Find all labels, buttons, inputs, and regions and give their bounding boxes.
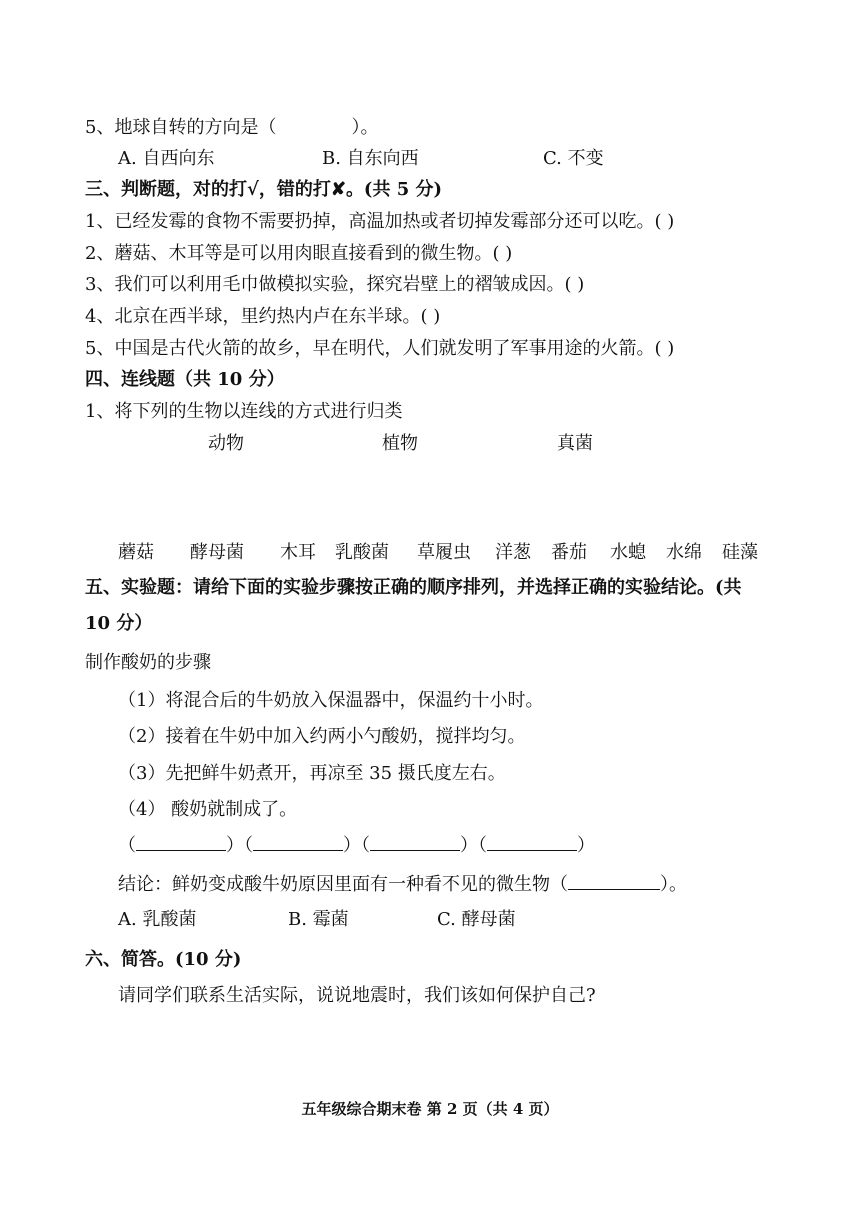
judgement-item-1: 1、已经发霉的食物不需要扔掉，高温加热或者切掉发霉部分还可以吃。( ) <box>85 211 675 232</box>
matching-question: 1、将下列的生物以连线的方式进行归类 <box>85 401 403 422</box>
section-3-heading <box>85 178 442 202</box>
section-4-heading: 四、连线题（共 10 分） <box>85 369 285 390</box>
conclusion-text: 结论：鲜奶变成酸牛奶原因里面有一种看不见的微生物（ <box>118 874 568 895</box>
paren-open: （ <box>244 835 253 856</box>
order-blank-2[interactable] <box>253 832 343 851</box>
category-fungi[interactable]: 真菌 <box>557 433 593 454</box>
question-5 <box>85 115 378 140</box>
judgement-item-4: 4、北京在西半球，里约热内卢在东半球。( ) <box>85 306 441 327</box>
judgement-item-2: 2、蘑菇、木耳等是可以用肉眼直接看到的微生物。( ) <box>85 243 513 264</box>
experiment-step-2: （2）接着在牛奶中加入约两小勺酸奶，搅拌均匀。 <box>118 726 526 747</box>
experiment-subtitle: 制作酸奶的步骤 <box>85 652 211 673</box>
organism-item[interactable]: 番茄 <box>551 542 587 563</box>
organism-item[interactable]: 水螅 <box>610 542 646 563</box>
experiment-step-4: （4） 酸奶就制成了。 <box>118 799 298 820</box>
option-a: A. 自西向东 <box>118 148 215 169</box>
check-icon: √ <box>247 179 259 200</box>
option-a: A. 乳酸菌 <box>118 909 197 930</box>
organism-item[interactable]: 草履虫 <box>417 542 471 563</box>
organism-item[interactable]: 洋葱 <box>495 542 531 563</box>
organism-item[interactable]: 酵母菌 <box>190 542 244 563</box>
category-plant[interactable]: 植物 <box>382 433 418 454</box>
option-c: C. 酵母菌 <box>437 909 516 930</box>
answer-blank[interactable] <box>276 115 351 133</box>
section-3-heading-text: 三、判断题，对的打 <box>85 179 247 200</box>
experiment-step-3: （3）先把鲜牛奶煮开，再凉至 35 摄氏度左右。 <box>118 763 506 784</box>
paren-open: （ <box>361 835 370 856</box>
section-5-heading-line-1: 五、实验题：请给下面的实验步骤按正确的顺序排列，并选择正确的实验结论。(共 <box>85 577 742 598</box>
organism-item[interactable]: 木耳 <box>280 542 316 563</box>
paren-open: （ <box>118 835 136 856</box>
option-b: B. 霉菌 <box>288 909 349 930</box>
section-3-heading-text-3: 。(共 5 分) <box>345 179 443 200</box>
order-blank-3[interactable] <box>370 832 460 851</box>
conclusion-blank[interactable] <box>568 871 660 890</box>
order-answer-row <box>118 832 595 858</box>
paren-close: ） <box>226 835 244 856</box>
judgement-item-5: 5、中国是古代火箭的故乡，早在明代，人们就发明了军事用途的火箭。( ) <box>85 338 675 359</box>
option-c: C. 不变 <box>543 148 604 169</box>
order-blank-1[interactable] <box>136 832 226 851</box>
cross-icon: ✘ <box>330 179 346 200</box>
judgement-item-3: 3、我们可以利用毛巾做模拟实验，探究岩壁上的褶皱成因。( ) <box>85 274 585 295</box>
short-answer-question: 请同学们联系生活实际，说说地震时，我们该如何保护自己? <box>118 985 596 1006</box>
paren-open: （ <box>478 835 487 856</box>
organism-item[interactable]: 水绵 <box>666 542 702 563</box>
paren-close: ） <box>343 835 361 856</box>
question-5-stem-start: 5、地球自转的方向是（ <box>85 117 277 138</box>
organism-item[interactable]: 硅藻 <box>722 542 758 563</box>
order-blank-4[interactable] <box>487 832 577 851</box>
experiment-step-1: （1）将混合后的牛奶放入保温器中，保温约十小时。 <box>118 690 544 711</box>
organism-item[interactable]: 蘑菇 <box>118 542 154 563</box>
conclusion-text-end: ）。 <box>660 874 687 895</box>
question-5-stem-end: ）。 <box>351 117 379 138</box>
paren-close: ） <box>577 835 595 856</box>
option-b: B. 自东向西 <box>322 148 419 169</box>
category-animal[interactable]: 动物 <box>208 433 244 454</box>
conclusion-row <box>118 871 687 897</box>
page-footer: 五年级综合期末卷 第 2 页（共 4 页） <box>301 1100 559 1118</box>
section-5-heading-line-2: 10 分） <box>85 613 153 634</box>
organism-item[interactable]: 乳酸菌 <box>335 542 389 563</box>
paren-close: ） <box>460 835 478 856</box>
section-3-heading-text-2: ，错的打 <box>258 179 331 200</box>
section-6-heading: 六、简答。(10 分) <box>85 949 242 970</box>
